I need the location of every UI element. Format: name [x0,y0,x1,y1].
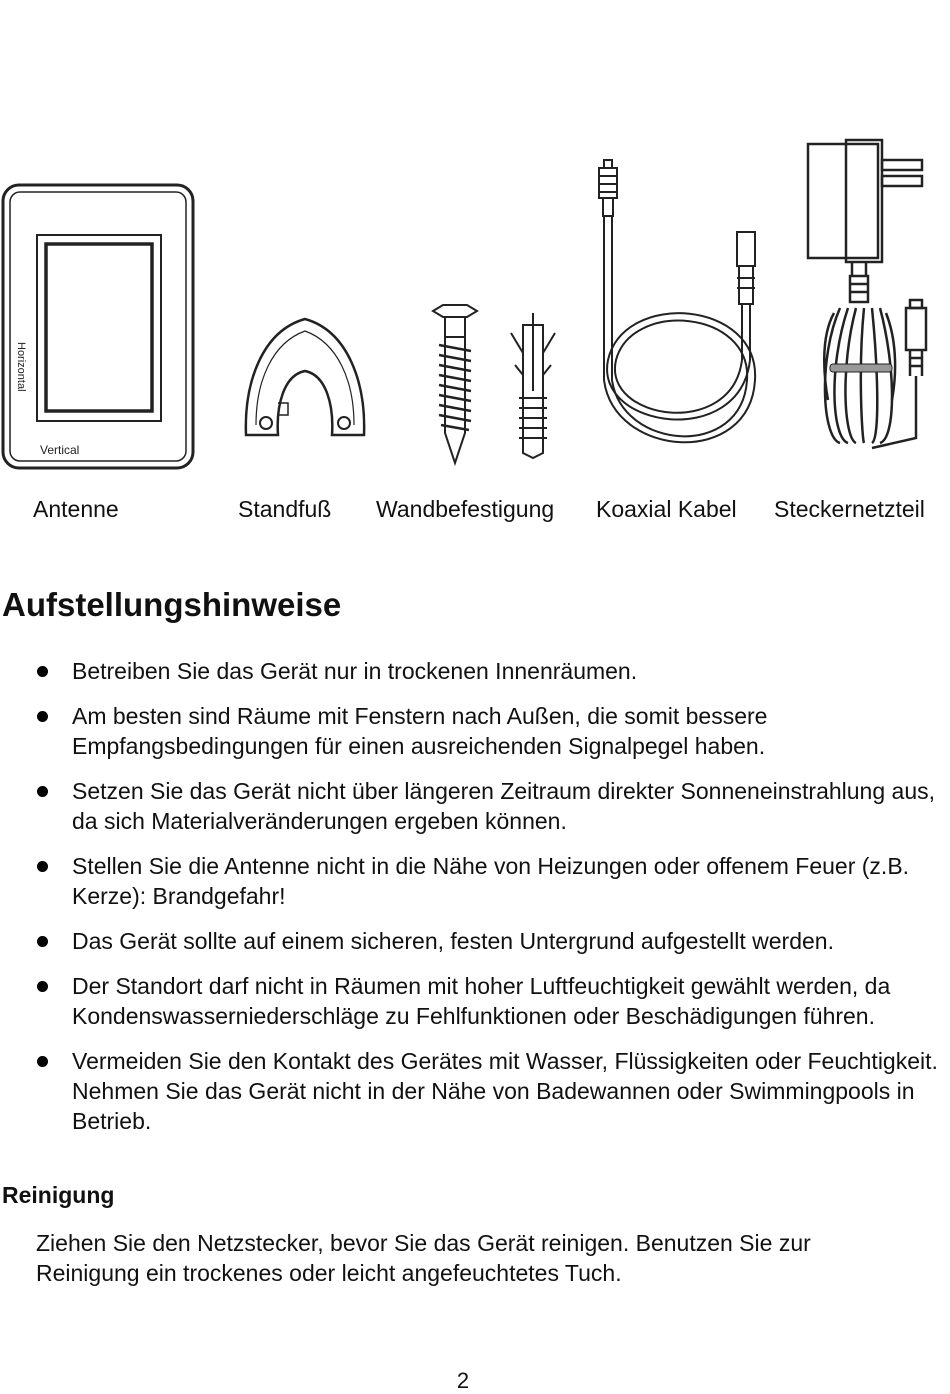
list-item-text: Der Standort darf nicht in Räumen mit hoher Luftfeuchtigkeit gewählt werden, da Kondenswasserniederschläge zu Fehlfunktionen oder Beschädigungen führen. [72,973,891,1029]
bullet-icon [37,936,48,947]
antenna-illustration [0,182,200,472]
list-item-text: Setzen Sie das Gerät nicht über längeren Zeitraum direkter Sonneneinstrahlung aus, da sich Materialveränderungen ergeben können. [72,778,936,834]
list-item [0,851,940,911]
caption-power-supply: Steckernetzteil [774,496,925,522]
page-number: 2 [456,1368,470,1393]
package-contents-figure [0,130,950,480]
antenna-horizontal-label: Horizontal [15,342,27,392]
wall-mount-illustration [425,303,570,468]
caption-wall-mount: Wandbefestigung [376,496,555,522]
list-item-text: Am besten sind Räume mit Fenstern nach Außen, die somit bessere Empfangsbedingungen für einen ausreichenden Signalpegel haben. [72,703,768,759]
bullet-icon [37,861,48,872]
bullet-icon [37,711,48,722]
setup-notes-list [0,656,940,1151]
bullet-icon [37,666,48,677]
list-item [0,776,940,836]
list-item [0,701,940,761]
caption-antenna: Antenne [33,496,119,522]
antenna-vertical-label: Vertical [40,443,80,457]
power-supply-illustration [800,138,940,463]
list-item-text: Vermeiden Sie den Kontakt des Gerätes mit Wasser, Flüssigkeiten oder Feuchtigkeit. Nehmen Sie das Gerät nicht in der Nähe von Badewannen oder Swimmingpools in Betrieb. [72,1048,938,1134]
cleaning-heading: Reinigung [2,1182,115,1208]
list-item [0,1046,940,1136]
list-item [0,926,940,956]
coaxial-cable-illustration [592,160,762,460]
list-item [0,656,940,686]
bullet-icon [37,1056,48,1067]
list-item-text: Betreiben Sie das Gerät nur in trockenen Innenräumen. [72,658,638,684]
caption-coaxial-cable: Koaxial Kabel [596,496,737,522]
setup-heading: Aufstellungshinweise [2,586,342,623]
list-item-text: Das Gerät sollte auf einem sicheren, festen Untergrund aufgestellt werden. [72,928,834,954]
caption-stand: Standfuß [238,496,332,522]
list-item [0,971,940,1031]
cleaning-text: Ziehen Sie den Netzstecker, bevor Sie das Gerät reinigen. Benutzen Sie zur Reinigung ein trockenes oder leicht angefeuchtetes Tuch. [36,1230,811,1286]
list-item-text: Stellen Sie die Antenne nicht in die Nähe von Heizungen oder offenem Feuer (z.B. Kerze): Brandgefahr! [72,853,910,909]
bullet-icon [37,786,48,797]
stand-illustration [240,313,370,441]
bullet-icon [37,981,48,992]
